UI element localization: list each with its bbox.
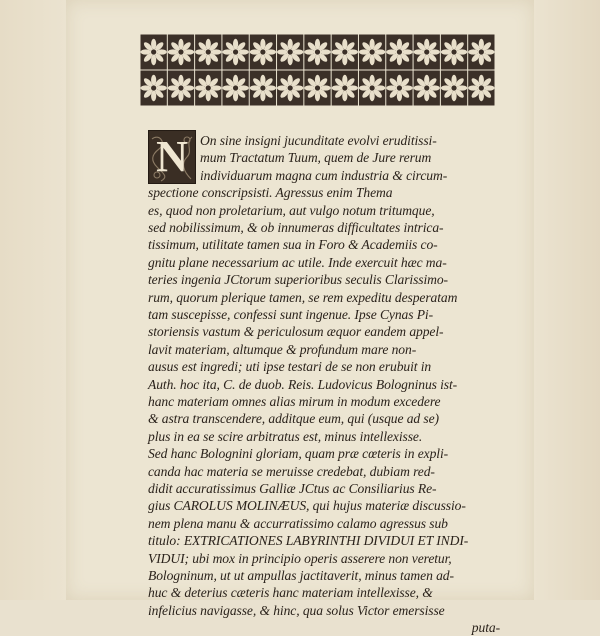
fleuron-icon bbox=[386, 35, 412, 70]
drop-cap bbox=[148, 130, 196, 184]
fleuron-icon bbox=[332, 35, 358, 70]
text-line: ausus est ingredi; uti ipse testari de se non erubuit in bbox=[148, 359, 432, 375]
text-line: titulo: EXTRICATIONES LABYRINTHI DIVIDUI ET INDI- bbox=[148, 533, 469, 549]
text-line: hanc materiam omnes alias mirum in modum excedere bbox=[148, 394, 441, 409]
fleuron-icon bbox=[332, 71, 358, 106]
text-line: puta- bbox=[471, 620, 500, 636]
text-line: Bologninum, ut ut ampullas jactitaverit, minus tamen ad- bbox=[148, 568, 454, 583]
fleuron-icon bbox=[250, 35, 276, 70]
fleuron-icon bbox=[195, 71, 221, 106]
fleuron-icon bbox=[222, 35, 248, 70]
text-line: VIDUI; ubi mox in principio operis asserere non veretur, bbox=[148, 550, 452, 566]
text-line: didit accuratissimus Galliæ JCtus ac Consiliarius Re- bbox=[148, 481, 437, 496]
right-page-edge bbox=[534, 0, 600, 600]
text-line: gnitu plane necessarium ac utile. Inde exercuit hæc ma- bbox=[148, 254, 447, 270]
fleuron-icon bbox=[304, 71, 330, 106]
left-page-edge bbox=[0, 0, 66, 600]
fleuron-icon bbox=[359, 35, 385, 70]
text-line: lavit materiam, altumque & profundum mare non- bbox=[148, 341, 417, 357]
text-line: Sed hanc Bolognini gloriam, quam præ cœteris in expli- bbox=[148, 446, 449, 462]
text-line: plus in ea se scire arbitratus est, minus intellexisse. bbox=[148, 428, 423, 444]
text-line: mum Tractatum Tuum, quem de Jure rerum bbox=[200, 150, 432, 166]
drop-cap-letter: N bbox=[156, 132, 188, 181]
text-line: Auth. hoc ita, C. de duob. Reis. Ludovicus Bologninus ist- bbox=[148, 376, 458, 392]
text-line: canda hac materia se meruisse credebat, dubiam red- bbox=[148, 463, 435, 479]
text-line: tam suscepisse, confessi sunt ingenue. Ipse Cynas Pi- bbox=[148, 307, 434, 322]
text-line: tissimum, utilitate tamen sua in Foro & Academiis co- bbox=[148, 237, 438, 253]
text-line: storiensis vastum & periculosum æquor eandem appel- bbox=[148, 324, 444, 340]
fleuron-icon bbox=[222, 71, 248, 106]
text-line: teries ingenia JCtorum superioribus seculis Clarissimo- bbox=[148, 272, 448, 288]
fleuron-icon bbox=[414, 71, 440, 106]
text-line: es, quod non proletarium, aut vulgo notum tritumque, bbox=[148, 202, 435, 218]
fleuron-icon bbox=[168, 35, 194, 70]
fleuron-icon bbox=[195, 35, 221, 70]
fleuron-icon bbox=[304, 35, 330, 70]
text-line: sed nobilissimum, & ob innumeras difficultates intrica- bbox=[148, 220, 444, 235]
text-line: huc & deterius cæteris hanc materiam intellexisse, & bbox=[148, 585, 433, 601]
fleuron-icon bbox=[468, 35, 494, 70]
fleuron-icon bbox=[468, 71, 494, 106]
text-line: infelicius navigasse, & hinc, qua solus Victor emersisse bbox=[148, 602, 445, 618]
fleuron-icon bbox=[140, 71, 166, 106]
text-line: nem plena manu & accurratissimo calamo agressus sub bbox=[148, 515, 448, 531]
fleuron-icon bbox=[250, 71, 276, 106]
fleuron-icon bbox=[414, 35, 440, 70]
fleuron-icon bbox=[168, 71, 194, 106]
fleuron-band-icon bbox=[140, 34, 495, 106]
fleuron-icon bbox=[441, 35, 467, 70]
fleuron-icon bbox=[359, 71, 385, 106]
fleuron-icon bbox=[140, 35, 166, 70]
text-line: individuarum magna cum industria & circum- bbox=[200, 167, 448, 183]
fleuron-icon bbox=[277, 35, 303, 70]
text-line: On sine insigni jucunditate evolvi eruditissi- bbox=[200, 133, 437, 148]
fleuron-icon bbox=[441, 71, 467, 106]
fleuron-icon bbox=[386, 71, 412, 106]
text-line: spectione conscripsisti. Agressus enim Thema bbox=[148, 185, 393, 201]
text-line: & astra transcendere, additque eum, qui (usque ad se) bbox=[148, 411, 439, 427]
fleuron-icon bbox=[277, 71, 303, 106]
text-line: gius CAROLUS MOLINÆUS, qui hujus materiæ discussio- bbox=[148, 498, 466, 514]
text-line: rum, quorum plerique tamen, se rem expeditu desperatam bbox=[148, 289, 458, 305]
